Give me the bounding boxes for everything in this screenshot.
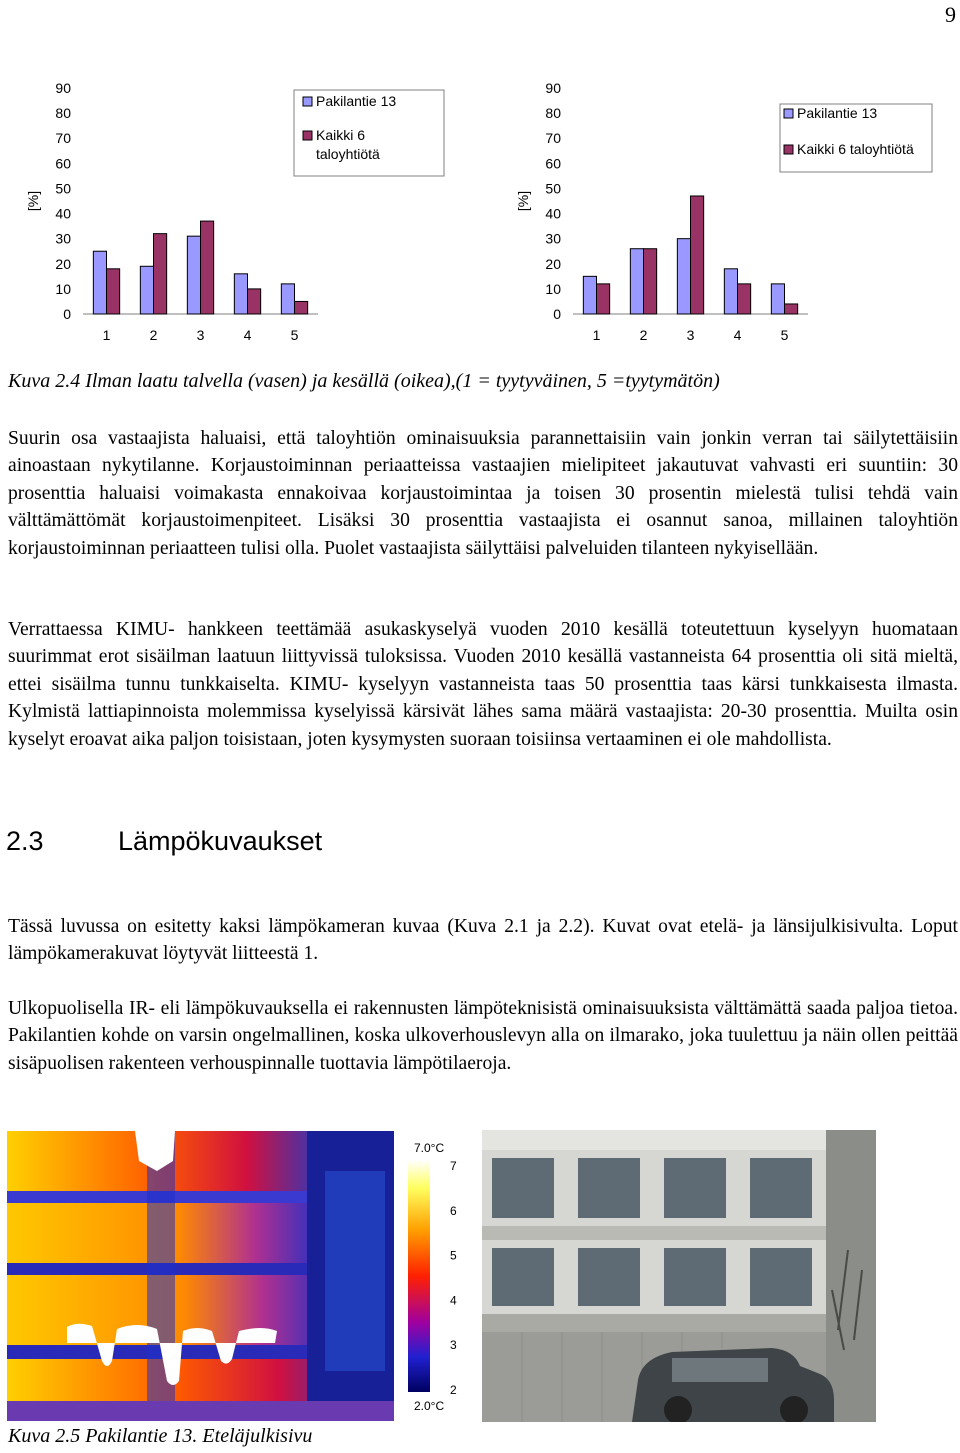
x-tick-label: 2 <box>639 327 648 343</box>
x-tick-label: 5 <box>780 327 789 343</box>
bar-kaikki-1 <box>107 269 120 314</box>
y-tick-label: 90 <box>55 80 71 96</box>
y-axis-label: [%] <box>515 190 531 212</box>
scale-tick-label: 4 <box>450 1293 457 1308</box>
scale-tick-label: 7 <box>450 1159 457 1173</box>
y-tick-label: 20 <box>55 255 71 272</box>
bar-kaikki-1 <box>597 284 610 314</box>
section-heading <box>6 826 322 857</box>
y-tick-label: 20 <box>545 255 561 272</box>
x-tick-label: 4 <box>733 327 742 343</box>
paragraph-survey-results: Suurin osa vastaajista haluaisi, että taloyhtiön ominaisuuksia parannettaisiin vain jonkin verran tai säilytettäisiin ainoastaan nykytilanne. Korjaustoiminnan periaatteissa vastaajien mielipiteet jakautuvat vahvasti eri suuntiin: 30 prosenttia haluaisi voimakasta ennakoivaa korjaustoimintaa ja toisen 30 prosentin mielestä tulisi tehdä vain välttämättömät korjaustoimenpiteet. Lisäksi 30 prosenttia vastaajista ei osannut sanoa, millainen taloyhtiön korjaustoiminnan periaatteen tulisi olla. Puolet vastaajista säilyttäisi palveluiden tilanteen nykyisellään. <box>8 428 958 559</box>
legend-swatch <box>784 109 793 118</box>
bar-pakilantie-2 <box>630 249 643 314</box>
y-tick-label: 30 <box>545 230 561 247</box>
y-tick-label: 80 <box>545 105 561 122</box>
x-tick-label: 1 <box>102 327 111 343</box>
scale-tick-label: 3 <box>450 1338 457 1353</box>
legend-swatch <box>303 131 312 140</box>
bar-kaikki-5 <box>295 301 308 314</box>
bar-pakilantie-2 <box>140 266 153 314</box>
paragraph-thermal-intro: Tässä luvussa on esitetty kaksi lämpökameran kuvaa (Kuva 2.1 ja 2.2). Kuvat ovat etelä- ja länsijulkisivulta. Loput lämpökamerakuvat löytyvät liitteestä 1. <box>8 916 958 965</box>
chart-summer <box>515 78 938 348</box>
bar-kaikki-3 <box>201 221 214 314</box>
y-axis-label: [%] <box>25 190 41 212</box>
y-tick-label: 70 <box>545 130 561 147</box>
thermal-image <box>7 1131 394 1421</box>
legend-label: Kaikki 6 taloyhtiötä <box>316 127 380 162</box>
bar-kaikki-2 <box>644 249 657 314</box>
y-tick-label: 80 <box>55 105 71 122</box>
thermal-scale-graphic <box>400 1138 482 1418</box>
chart-winter <box>25 78 448 348</box>
bar-pakilantie-3 <box>677 239 690 314</box>
building-photo-graphic <box>482 1130 876 1422</box>
bar-kaikki-5 <box>785 304 798 314</box>
bar-pakilantie-5 <box>281 284 294 314</box>
scale-tick-label: 5 <box>450 1248 457 1263</box>
bar-kaikki-3 <box>691 196 704 314</box>
y-tick-label: 50 <box>545 180 561 197</box>
bar-kaikki-2 <box>154 234 167 314</box>
paragraph-ir-imaging: Ulkopuolisella IR- eli lämpökuvauksella ei rakennusten lämpöteknisistä ominaisuuksista välttämättä saada paljoa tietoa. Pakilantien kohde on varsin ongelmallinen, koska ulkoverhouslevyn alla on ilmarako, joka tuulettuu ja näin ollen peittää sisäpuolisen rakenteen verhouspinnalle tuottavia lämpötilaeroja. <box>8 998 958 1074</box>
thermal-image-graphic <box>7 1131 394 1421</box>
building-photo <box>482 1130 876 1422</box>
legend-swatch <box>303 97 312 106</box>
chart-summer-svg <box>515 78 938 348</box>
x-tick-label: 1 <box>592 327 601 343</box>
y-tick-label: 60 <box>55 155 71 172</box>
bar-pakilantie-3 <box>187 236 200 314</box>
section-title: Lämpökuvaukset <box>118 826 323 856</box>
scale-min-label: 2.0°C <box>414 1399 445 1413</box>
bar-kaikki-4 <box>738 284 751 314</box>
figure-caption-2-4: Kuva 2.4 Ilman laatu talvella (vasen) ja kesällä (oikea),(1 = tyytyväinen, 5 =tyytymätön) <box>8 370 720 392</box>
y-tick-label: 90 <box>545 80 561 96</box>
y-tick-label: 50 <box>55 180 71 197</box>
legend-label: Pakilantie 13 <box>797 105 878 121</box>
bar-pakilantie-1 <box>93 251 106 314</box>
legend-label: Kaikki 6 taloyhtiötä <box>797 141 914 157</box>
x-tick-label: 5 <box>290 327 299 343</box>
scale-tick-label: 6 <box>450 1203 457 1218</box>
chart-winter-svg <box>25 78 448 348</box>
x-tick-label: 4 <box>243 327 252 343</box>
y-tick-label: 40 <box>55 205 71 222</box>
x-tick-label: 3 <box>196 327 205 343</box>
legend-swatch <box>784 145 793 154</box>
bar-pakilantie-4 <box>234 274 247 314</box>
y-tick-label: 70 <box>55 130 71 147</box>
scale-max-label: 7.0°C <box>414 1141 445 1155</box>
y-tick-label: 10 <box>55 280 71 297</box>
figure-caption-2-5: Kuva 2.5 Pakilantie 13. Eteläjulkisivu <box>8 1425 313 1447</box>
y-tick-label: 60 <box>545 155 561 172</box>
bar-pakilantie-1 <box>583 276 596 314</box>
bar-pakilantie-5 <box>771 284 784 314</box>
thermal-color-scale <box>400 1138 482 1418</box>
y-tick-label: 0 <box>63 306 71 322</box>
paragraph-kimu-comparison: Verrattaessa KIMU- hankkeen teettämää asukaskyselyä vuoden 2010 kesällä toteutettuun kyselyyn huomataan suurimmat erot sisäilman laatuun liittyvissä tuloksissa. Vuoden 2010 kesällä vastanneista 64 prosenttia oli sitä mieltä, ettei sisäilma tunnu tunkkaiselta. KIMU- kyselyyn vastanneista taas 50 prosenttia taas kärsi tunkkaisesta ilmasta. Kylmistä lattiapinnoista molemmissa kyselyissä kärsivät lähes sama määrä vastaajista: 20-30 prosenttia. Muilta osin kyselyt eroavat aika paljon toisistaan, joten kysymysten suoraan toisiinsa vertaaminen ei ole mahdollista. <box>8 619 958 750</box>
bar-kaikki-4 <box>248 289 261 314</box>
x-tick-label: 3 <box>686 327 695 343</box>
y-tick-label: 0 <box>553 306 561 322</box>
x-tick-label: 2 <box>149 327 158 343</box>
legend-label: Pakilantie 13 <box>316 93 397 109</box>
y-tick-label: 40 <box>545 205 561 222</box>
y-tick-label: 30 <box>55 230 71 247</box>
section-number: 2.3 <box>6 826 44 856</box>
page-number: 9 <box>945 2 956 27</box>
scale-ticks <box>450 1159 457 1397</box>
bar-pakilantie-4 <box>724 269 737 314</box>
y-tick-label: 10 <box>545 280 561 297</box>
scale-tick-label: 2 <box>450 1383 457 1397</box>
scale-gradient-bar <box>408 1160 430 1392</box>
